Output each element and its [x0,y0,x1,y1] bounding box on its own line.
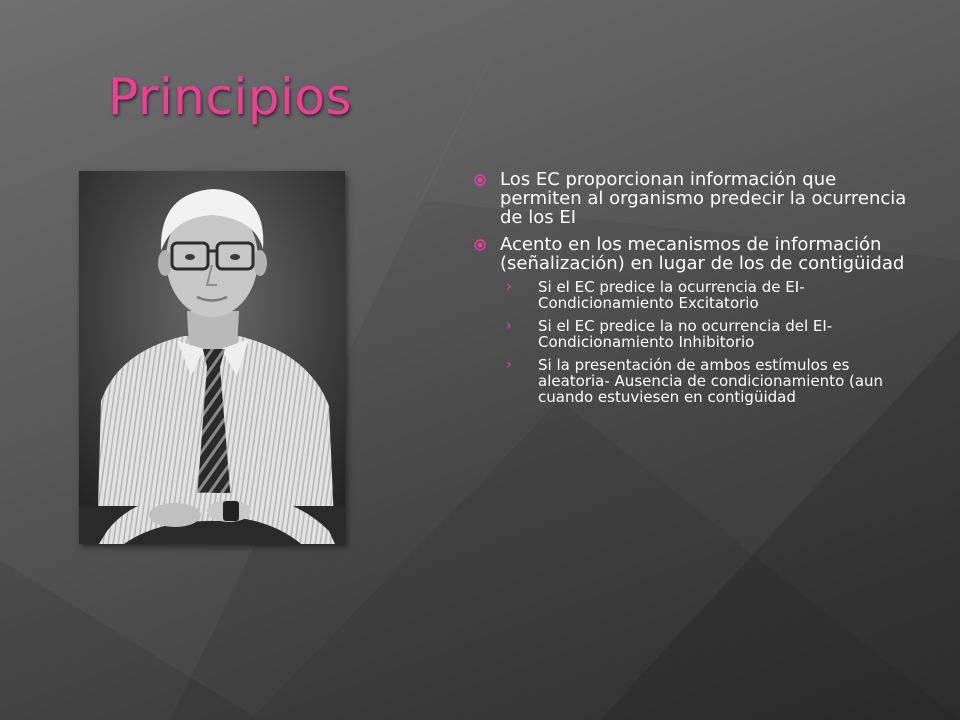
bullet-list [468,170,908,405]
bullet-text: Acento en los mecanismos de información (señalización) en lugar de los de contigüidad [500,234,905,274]
sub-bullet-text: Si el EC predice la no ocurrencia del EI-Condicionamiento Inhibitorio [538,317,833,351]
list-item [500,279,908,311]
sub-bullet-text: Si la presentación de ambos estímulos es aleatoria- Ausencia de condicionamiento (aun cuando estuviesen en contigüidad [538,356,884,406]
list-item [500,318,908,350]
bullet-text: Los EC proporcionan información que permiten al organismo predecir la ocurrencia de los EI [500,169,907,228]
sub-bullet-list [500,279,908,405]
circle-bullet-icon [474,174,486,186]
portrait-photo [79,171,345,544]
chevron-right-icon: › [506,316,512,334]
bullet-content [468,170,908,413]
chevron-right-icon: › [506,355,512,373]
list-item [468,170,908,227]
sub-bullet-text: Si el EC predice la ocurrencia de EI-Condicionamiento Excitatorio [538,278,805,312]
list-item [500,357,908,405]
chevron-right-icon: › [506,277,512,295]
circle-bullet-icon [474,239,486,251]
list-item [468,235,908,405]
slide-title: Principios [108,68,353,126]
